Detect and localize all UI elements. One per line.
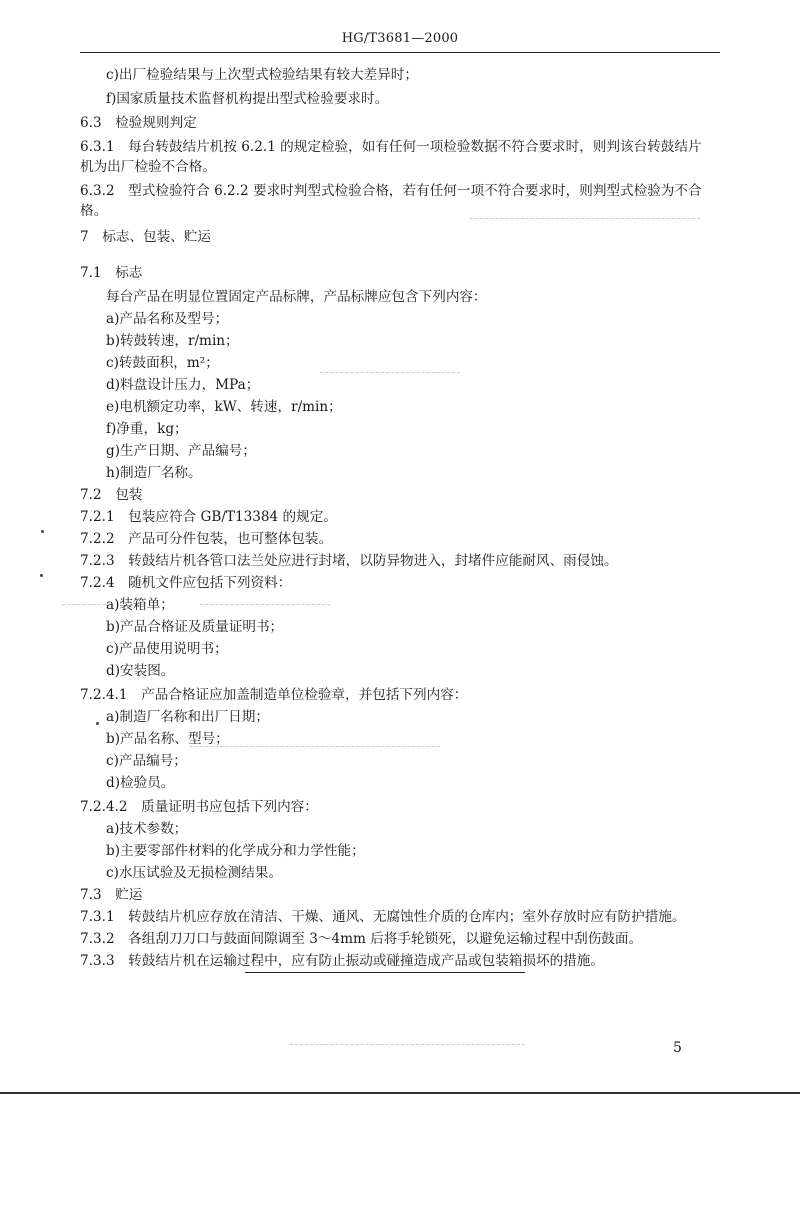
- marking-item-c: c)转鼓面积，m²；: [106, 355, 219, 371]
- end-rule: [245, 972, 525, 973]
- documents-item-c: c)产品使用说明书；: [106, 641, 228, 657]
- marking-item-f: f)净重，kg；: [106, 421, 188, 437]
- scan-artifact-line: [290, 1044, 525, 1045]
- scan-artifact-line: [190, 746, 440, 747]
- clause-6-3-2-line-2: 格。: [80, 203, 108, 219]
- clause-7-2-4-1: 7.2.4.1 产品合格证应加盖制造单位检验章，并包括下列内容：: [80, 687, 468, 703]
- clause-7-2-2: 7.2.2 产品可分件包装，也可整体包装。: [80, 531, 333, 547]
- marking-intro: 每台产品在明显位置固定产品标牌，产品标牌应包含下列内容：: [106, 289, 487, 305]
- clause-7-3-1: 7.3.1 转鼓结片机应存放在清洁、干燥、通风、无腐蚀性介质的仓库内；室外存放时应有防护措施。: [80, 909, 686, 925]
- marking-item-g: g)生产日期、产品编号；: [106, 443, 256, 459]
- clause-7-3-3: 7.3.3 转鼓结片机在运输过程中，应有防止振动或碰撞造成产品或包装箱损坏的措施。: [80, 953, 604, 969]
- scan-artifact-line: [62, 604, 106, 605]
- certificate-item-d: d)检验员。: [106, 775, 175, 791]
- clause-7-2-4-2: 7.2.4.2 质量证明书应包括下列内容：: [80, 799, 318, 815]
- marking-item-h: h)制造厂名称。: [106, 465, 202, 481]
- quality-item-c: c)水压试验及无损检测结果。: [106, 865, 283, 881]
- page-number: 5: [673, 1040, 682, 1056]
- quality-item-b: b)主要零部件材料的化学成分和力学性能；: [106, 843, 365, 859]
- quality-item-a: a)技术参数；: [106, 821, 188, 837]
- scan-artifact-line: [320, 372, 460, 373]
- marking-item-b: b)转鼓转速，r/min；: [106, 333, 239, 349]
- clause-6-3-1-line-1: 6.3.1 每台转鼓结片机按 6.2.1 的规定检验，如有任何一项检验数据不符合要求时，则判该台转鼓结片: [80, 139, 702, 155]
- section-6-3-heading: 6.3 检验规则判定: [80, 115, 197, 131]
- documents-item-d: d)安装图。: [106, 663, 175, 679]
- chapter-7-heading: 7 标志、包装、贮运: [80, 229, 211, 245]
- list-item-f-supervision: f)国家质量技术监督机构提出型式检验要求时。: [106, 91, 389, 107]
- certificate-item-a: a)制造厂名称和出厂日期；: [106, 709, 269, 725]
- clause-6-3-1-line-2: 机为出厂检验不合格。: [80, 159, 216, 175]
- certificate-item-c: c)产品编号；: [106, 753, 187, 769]
- clause-7-2-4: 7.2.4 随机文件应包括下列资料：: [80, 575, 292, 591]
- scan-artifact-line: [200, 604, 330, 605]
- clause-7-2-3: 7.2.3 转鼓结片机各管口法兰处应进行封堵，以防异物进入，封堵件应能耐风、雨侵蚀。: [80, 553, 618, 569]
- certificate-item-b: b)产品名称、型号；: [106, 731, 229, 747]
- clause-7-3-2: 7.3.2 各组刮刀刀口与鼓面间隙调至 3～4mm 后将手轮锁死，以避免运输过程中刮伤鼓面。: [80, 931, 643, 947]
- scan-artifact-line: [470, 218, 700, 219]
- scan-speck: [96, 722, 99, 725]
- scan-speck: [40, 574, 43, 577]
- documents-item-b: b)产品合格证及质量证明书；: [106, 619, 284, 635]
- marking-item-a: a)产品名称及型号；: [106, 311, 229, 327]
- marking-item-e: e)电机额定功率，kW、转速，r/min；: [106, 399, 342, 415]
- header-rule: [80, 52, 720, 53]
- standard-code-header: HG/T3681—2000: [341, 31, 459, 46]
- list-item-c-factory-diff: c)出厂检验结果与上次型式检验结果有较大差异时；: [106, 67, 418, 83]
- scan-speck: [41, 530, 44, 533]
- page-bottom-edge: [0, 1092, 800, 1094]
- section-7-2-heading: 7.2 包装: [80, 487, 143, 503]
- clause-7-2-1: 7.2.1 包装应符合 GB/T13384 的规定。: [80, 509, 337, 525]
- clause-6-3-2-line-1: 6.3.2 型式检验符合 6.2.2 要求时判型式检验合格，若有任何一项不符合要求时，则判型式检验为不合: [80, 183, 702, 199]
- documents-item-a: a)装箱单；: [106, 597, 174, 613]
- marking-item-d: d)料盘设计压力，MPa；: [106, 377, 260, 393]
- section-7-3-heading: 7.3 贮运: [80, 887, 143, 903]
- section-7-1-heading: 7.1 标志: [80, 265, 143, 281]
